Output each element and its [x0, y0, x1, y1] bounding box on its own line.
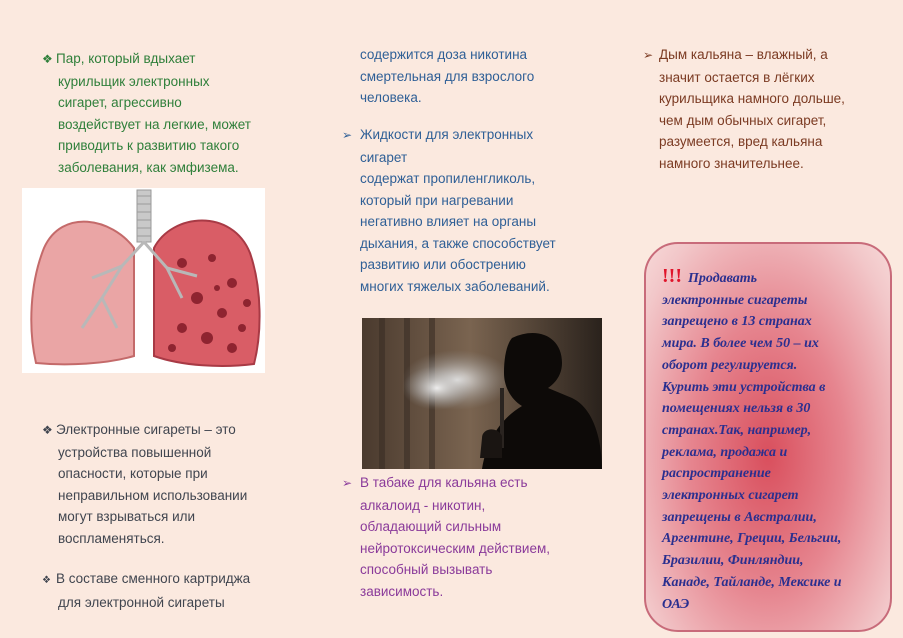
text-block-cartridge: ❖ В составе сменного картриджа для электронной сигареты — [42, 571, 251, 610]
text-block-nicotine-dose: содержится доза никотина смертельная для взрослого человека. — [360, 47, 535, 105]
arrow-bullet-icon: ➢ — [342, 476, 353, 490]
arrow-bullet-icon: ➢ — [342, 128, 353, 142]
warning-callout-text: !!! Продавать электронные сигареты запрещено в 13 странах мира. В более чем 50 – их оборот регулируется. Курить эти устройства в помещениях нельзя в 30 странах.Так, например, реклама, продажа и распространение электронных сигарет запрещены в Австралии, Аргентине, Греции, Бельгии, Бразилии, Финляндии, Канаде, Тайланде, Мексике и ОАЭ — [662, 265, 842, 612]
hookah-smoker-photo — [362, 318, 602, 469]
exclamation-icon: !!! — [662, 265, 682, 287]
text-block-liquids: ➢ Жидкости для электронных сигарет содержат пропиленгликоль, который при нагревании негативно влияет на органы дыхания, а также способствует развитию или обострению многих тяжелых заболеваний. — [342, 124, 592, 297]
text-block-explosion-danger: ❖ Электронные сигареты – это устройства повышенной опасности, которые при неправильном использовании могут взрываться или воспламеняться. — [42, 422, 248, 546]
lungs-illustration — [22, 188, 265, 373]
text-block-hookah-smoke: ➢ Дым кальяна – влажный, а значит остается в лёгких курильщика намного дольше, чем дым обычных сигарет, разумеется, вред кальяна намного значительнее. — [643, 47, 845, 171]
diamond-bullet-icon: ❖ — [42, 52, 53, 66]
text-block-hookah-tobacco: ➢ В табаке для кальяна есть алкалоид - никотин, обладающий сильным нейротоксическим действием, способный вызывать зависимость. — [342, 475, 550, 599]
text-line-propylene: содержат пропиленгликоль, — [360, 171, 536, 186]
arrow-bullet-icon: ➢ — [643, 48, 654, 62]
diamond-bullet-icon: ❖ — [42, 423, 53, 437]
diamond-bullet-icon: ❖ — [42, 575, 51, 586]
text-block-vapor-effect: ❖ Пар, который вдыхает курильщик электронных сигарет, агрессивно воздействует на легкие, может приводить к развитию такого заболевания, как эмфизема. — [42, 51, 251, 175]
